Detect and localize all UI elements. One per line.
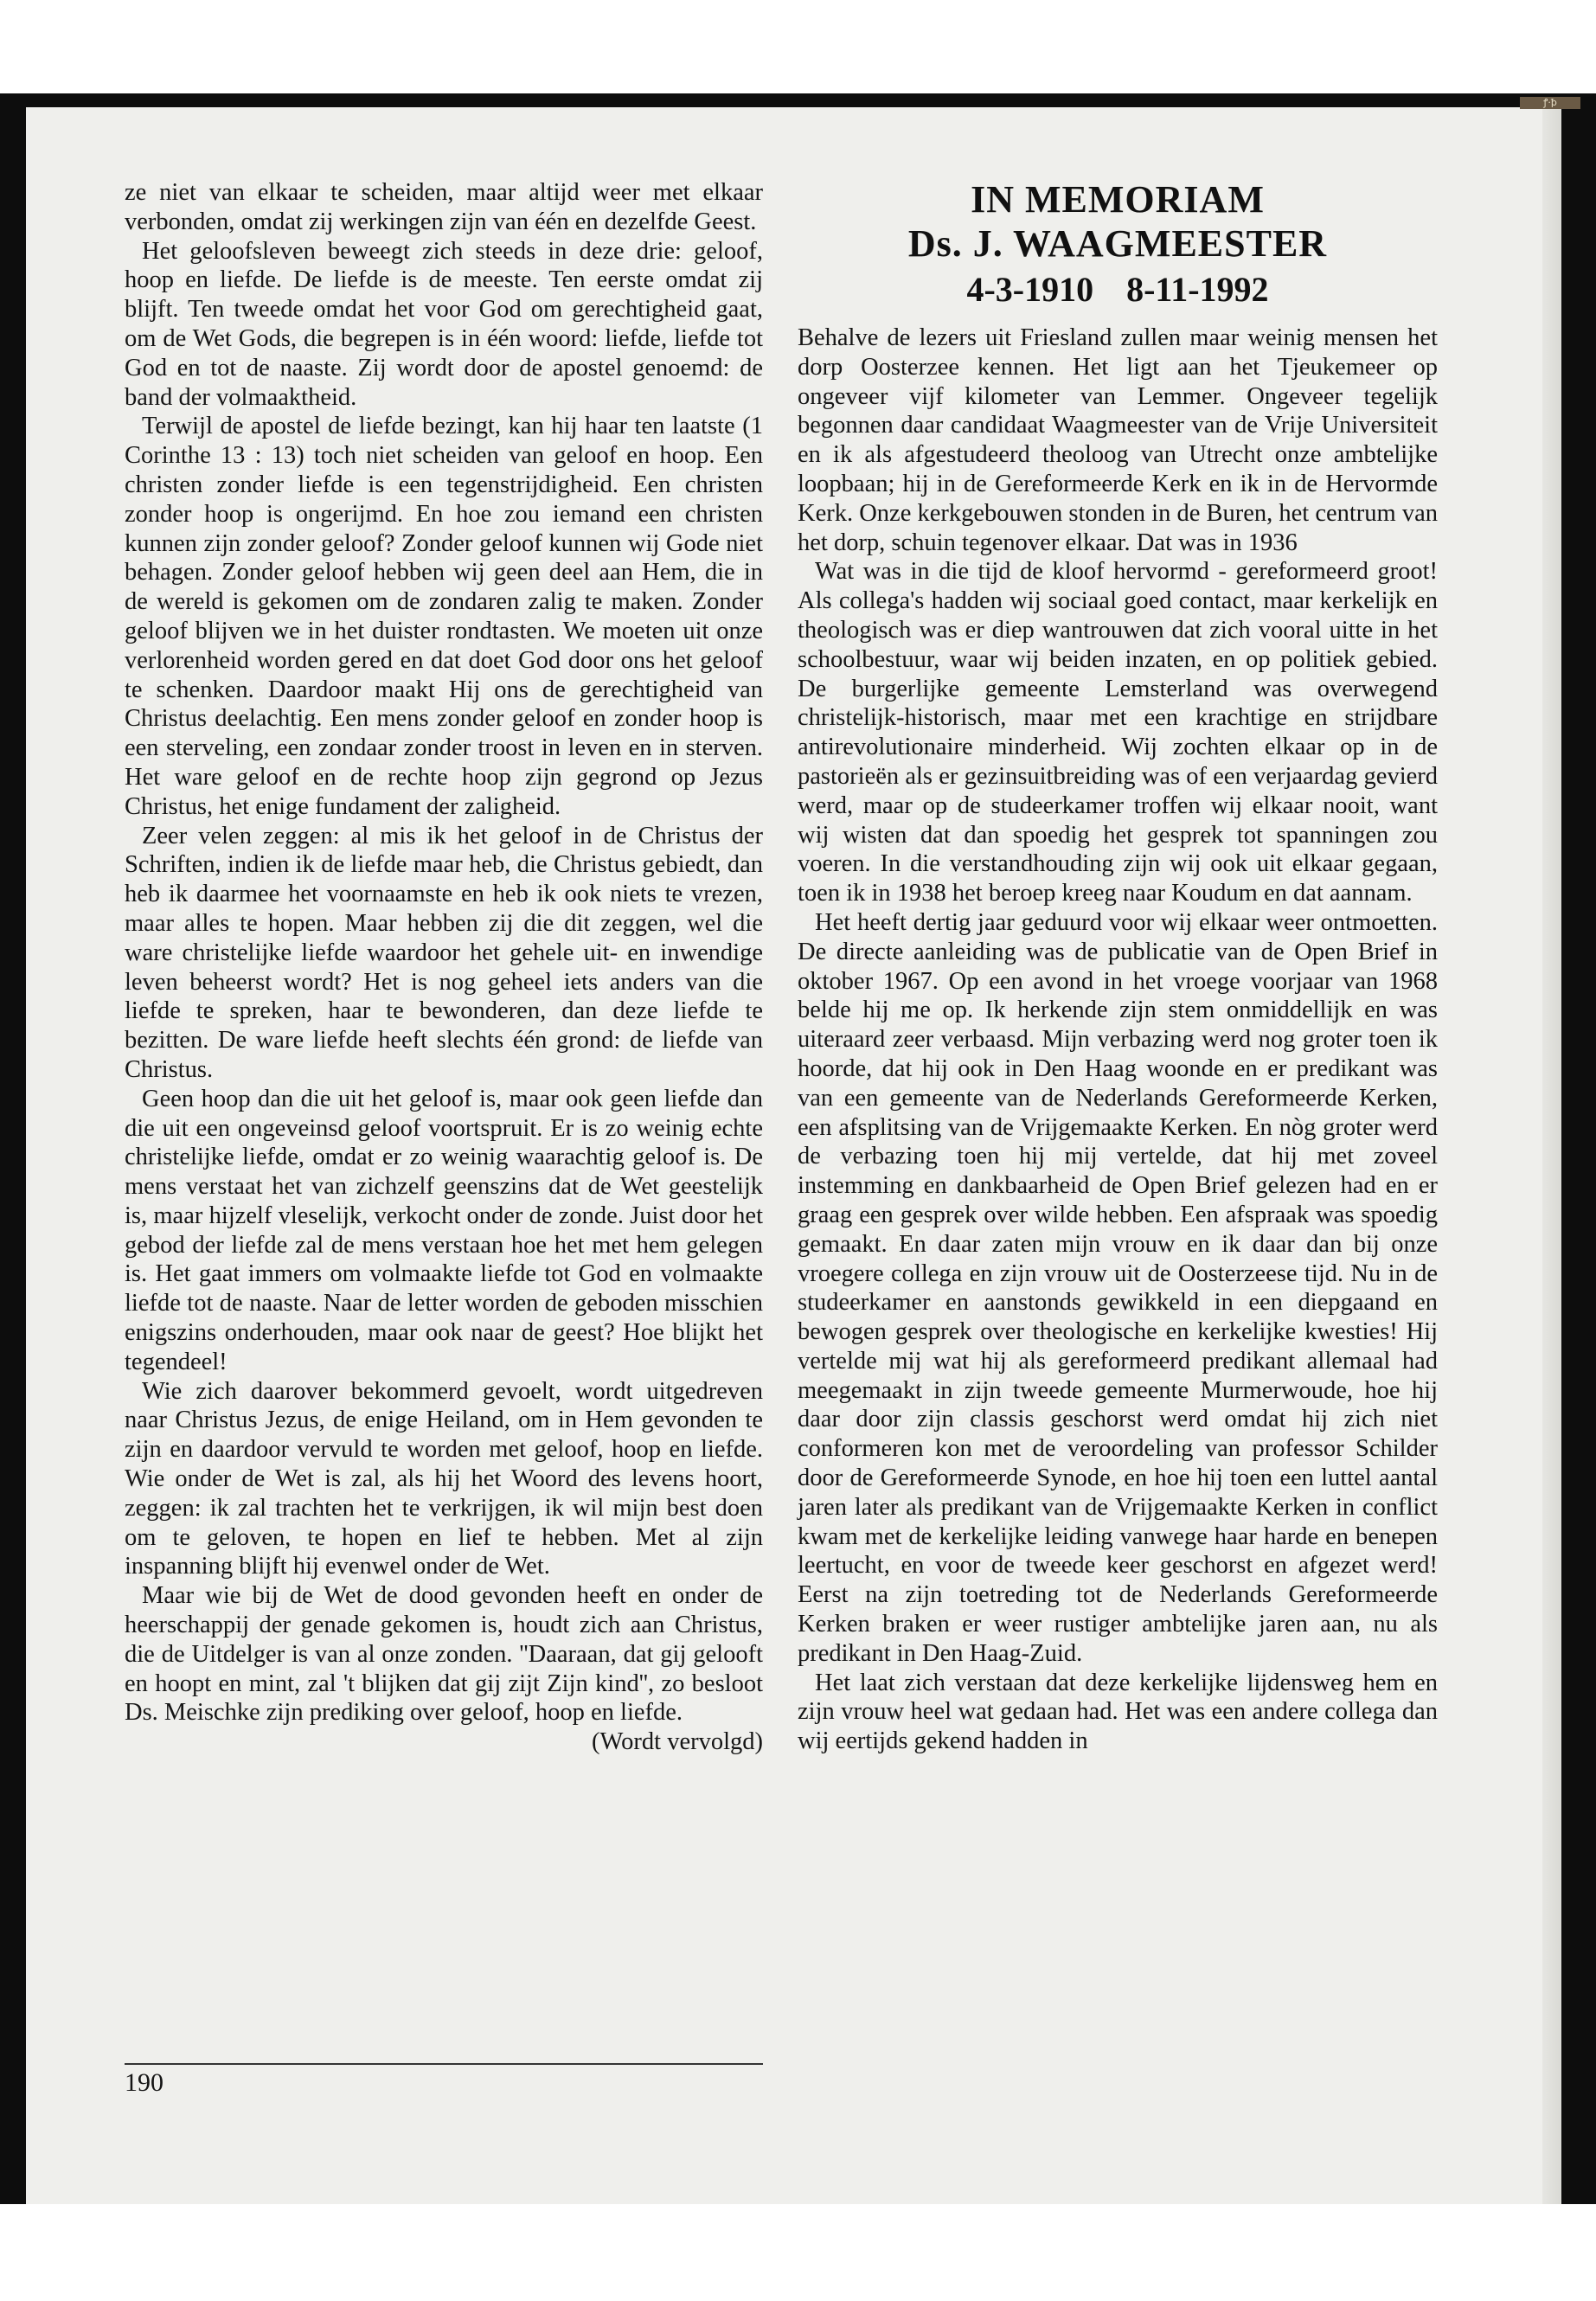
birth-date: 4-3-1910 — [966, 270, 1094, 309]
page-edge-shade — [1542, 107, 1561, 2204]
right-column — [798, 178, 1438, 1756]
right-paragraph: Wat was in die tijd de kloof hervormd - gereformeerd groot! Als collega's hadden wij sociaal goed contact, maar kerkelijk en theologisch was er diep wantrouwen dat zich vooral uitte in het schoolbestuur, waar wij beiden inzaten, en op politiek gebied. De burgerlijke gemeente Lemsterland was overwegend christelijk-historisch, maar met een krachtige en strijdbare antirevolutionaire minderheid. Wij zochten elkaar op in de pastorieën als er gezinsuitbreiding was of een verjaardag gevierd werd, maar op de studeerkamer troffen wij elkaar nooit, want wij wisten dat dan spoedig het gesprek tot spanningen zou voeren. In die verstandhouding zijn wij ook uit elkaar gegaan, toen ik in 1938 het beroep kreeg naar Koudum en dat aannam. — [798, 558, 1438, 907]
to-be-continued: (Wordt vervolgd) — [592, 1728, 763, 1756]
corner-mark: ꝭ·ꝥ — [1520, 97, 1580, 109]
left-paragraph: Maar wie bij de Wet de dood gevonden heeft en onder de heerschappij der genade gekomen is, houdt zich aan Christus, die de Uitdelger is van al onze zonden. ''Daaraan, dat gij gelooft en hoopt en mint, zal 't blijken dat gij zijt Zijn kind'', zo besloot Ds. Meischke zijn prediking over geloof, hoop en liefde. — [125, 1582, 763, 1727]
death-date: 8-11-1992 — [1126, 270, 1269, 309]
right-paragraph: Behalve de lezers uit Friesland zullen maar weinig mensen het dorp Oosterzee kennen. Het ligt aan het Tjeukemeer op ongeveer vijf kilometer van Lemmer. Ongeveer tegelijk begonnen daar candidaat Waagmeester van de Vrije Universiteit en ik als afgestudeerd theoloog van Utrecht onze ambtelijke loopbaan; hij in de Gereformeerde Kerk en ik in de Hervormde Kerk. Onze kerkgebouwen stonden in de Buren, het centrum van het dorp, schuin tegenover elkaar. Dat was in 1936 — [798, 324, 1438, 556]
memoriam-dates — [798, 266, 1438, 313]
right-paragraph: Het laat zich verstaan dat deze kerkelijke lijdensweg hem en zijn vrouw heel wat gedaan had. Het was een andere collega dan wij eertijds gekend hadden in — [798, 1669, 1438, 1755]
memoriam-heading — [798, 178, 1438, 313]
left-paragraph: Terwijl de apostel de liefde bezingt, kan hij haar ten laatste (1 Corinthe 13 : 13) toch niet scheiden van geloof en hoop. Een christen zonder liefde is een tegenstrijdigheid. Een christen zonder hoop is ongerijmd. En hoe zou iemand een christen kunnen zijn zonder geloof? Zonder geloof kunnen wij Gode niet behagen. Zonder geloof hebben wij geen deel aan Hem, die in de wereld is gekomen om de zondaren zalig te maken. Zonder geloof blijven we in het duister rondtasten. We moeten uit onze verlorenheid worden gered en dat doet God door ons het geloof te schenken. Daardoor maakt Hij ons de gerechtigheid van Christus deelachtig. Een mens zonder geloof en zonder hoop is een sterveling, een zondaar zonder troost in leven en in sterven. Het ware geloof en de rechte hoop zijn gegrond op Jezus Christus, het enige fundament der zaligheid. — [125, 413, 763, 820]
footer-rule — [125, 2063, 763, 2065]
left-paragraph: ze niet van elkaar te scheiden, maar altijd weer met elkaar verbonden, omdat zij werkingen zijn van één en dezelfde Geest. — [125, 179, 763, 235]
memoriam-title: IN MEMORIAM — [971, 178, 1265, 221]
left-paragraph: Het geloofsleven beweegt zich steeds in deze drie: geloof, hoop en liefde. De liefde is de meeste. Ten eerste omdat zij blijft. Ten tweede omdat het voor God om gerechtigheid gaat, om de Wet Gods, die begrepen is in één woord: liefde, liefde tot God en tot de naaste. Zij wordt door de apostel genoemd: de band der volmaaktheid. — [125, 237, 763, 411]
page-number: 190 — [125, 2068, 163, 2097]
right-paragraph: Het heeft dertig jaar geduurd voor wij elkaar weer ontmoetten. De directe aanleiding was de publicatie van de Open Brief in oktober 1967. Op een avond in het vroege voorjaar van 1968 belde hij me op. Ik herkende zijn stem onmiddellijk en was uiteraard zeer verbaasd. Mijn verbazing werd nog groter toen ik hoorde, dat hij ook in Den Haag woonde en er predikant was van een gemeente van de Nederlands Gereformeerde Kerken, een afsplitsing van de Vrijgemaakte Kerken. En nòg groter werd de verbazing toen hij mij vertelde, dat hij met zoveel instemming en dankbaarheid de Open Brief gelezen had en er graag een gesprek over wilde hebben. Een afspraak was spoedig gemaakt. En daar zaten mijn vrouw en ik daar dan bij onze vroegere collega en zijn vrouw uit de Oosterzeese tijd. Nu in de studeerkamer en aanstonds gewikkeld in een diepgaand en bewogen gesprek over theologische en kerkelijke kwesties! Hij vertelde mij wat hij als gereformeerd predikant allemaal had meegemaakt in zijn tweede gemeente Murmerwoude, hoe hij daar door zijn classis geschorst werd omdat hij zich niet conformeren kon met de veroordeling van professor Schilder door de Gereformeerde Synode, en hoe hij toen een luttel aantal jaren later als predikant van de Vrijgemaakte Kerken in conflict kwam met de kerkelijke leiding vanwege haar harde en benepen leertucht, en voor de tweede keer geschorst en afgezet werd! Eerst na zijn toetreding tot de Nederlands Gereformeerde Kerken braken er weer rustiger ambtelijke jaren aan, nu als predikant in Den Haag-Zuid. — [798, 908, 1438, 1667]
left-paragraph: Wie zich daarover bekommerd gevoelt, wordt uitgedreven naar Christus Jezus, de enige Heiland, om in Hem gevonden te zijn en daardoor vervuld te worden met geloof, hoop en liefde. Wie onder de Wet is zal, als hij het Woord des levens hoort, zeggen: ik zal trachten het te verkrijgen, ik wil mijn best doen om te geloven, te hopen en lief te hebben. Met al zijn inspanning blijft hij evenwel onder de Wet. — [125, 1377, 763, 1580]
memoriam-name: Ds. J. WAAGMEESTER — [907, 222, 1328, 265]
left-column — [125, 178, 763, 1757]
left-paragraph: Zeer velen zeggen: al mis ik het geloof in de Christus der Schriften, indien ik de liefde maar heb, die Christus gebiedt, dan heb ik daarmee het voornaamste en heb ik ook niets te vrezen, maar alles te hopen. Maar hebben zij die dit zeggen, wel die ware christelijke liefde waardoor het gehele uit- en inwendige leven beheerst wordt? Het is nog geheel iets anders van die liefde te spreken, haar te bewonderen, dan deze liefde te bezitten. De ware liefde heeft slechts één grond: de liefde van Christus. — [125, 822, 763, 1083]
left-paragraph: Geen hoop dan die uit het geloof is, maar ook geen liefde dan die uit een ongeveinsd geloof voortspruit. Er is zo weinig echte christelijke liefde, omdat er zo weinig waarachtig geloof is. De mens verstaat het van zichzelf geenszins dat de Wet geestelijk is, maar hijzelf vleselijk, verkocht onder de zonde. Juist door het gebod der liefde zal de mens verstaan hoe het met hem gelegen is. Het gaat immers om volmaakte liefde tot God en volmaakte liefde tot de naaste. Naar de letter worden de geboden misschien enigszins onderhouden, maar ook naar de geest? Hoe blijkt het tegendeel! — [125, 1085, 763, 1375]
